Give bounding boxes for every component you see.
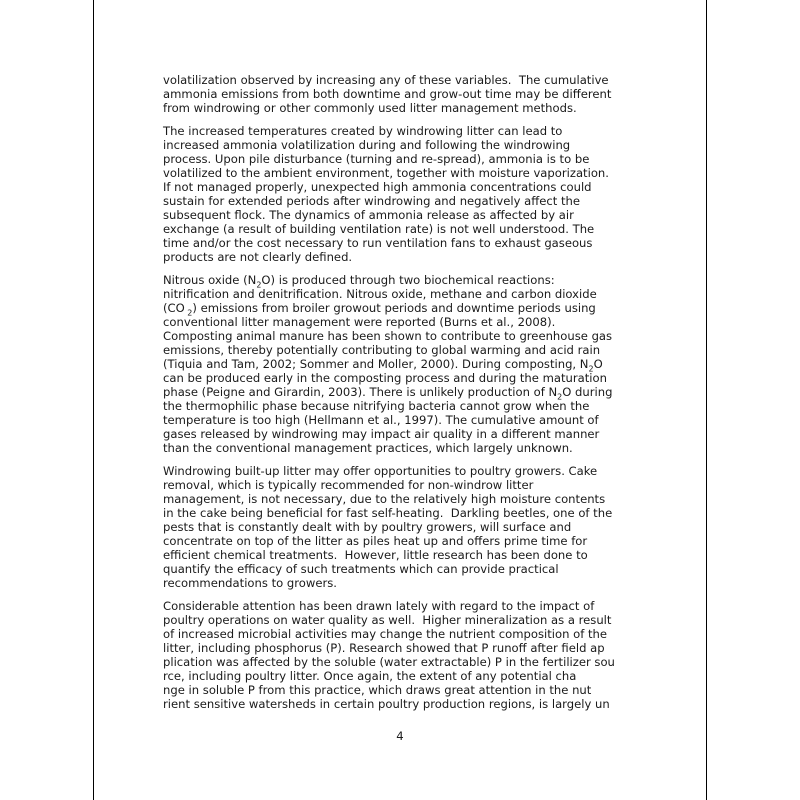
- text-run: products are not clearly defined.: [163, 250, 353, 264]
- text-run: ammonia emissions from both downtime and grow-out time may be different: [163, 87, 612, 101]
- text-line: [163, 287, 643, 301]
- page-number: 4: [396, 729, 404, 743]
- text-line: [163, 427, 643, 441]
- text-run: volatilization observed by increasing any of these variables. The cumulative: [163, 73, 609, 87]
- subscript: 2: [557, 392, 563, 402]
- text-line: [163, 683, 643, 697]
- text-line: [163, 641, 643, 655]
- text-run: volatilized to the ambient environment, together with moisture vaporization.: [163, 166, 609, 180]
- text-run: process. Upon pile disturbance (turning and re-spread), ammonia is to be: [163, 152, 590, 166]
- paragraph: [163, 124, 643, 264]
- text-line: [163, 152, 643, 166]
- text-run: O during: [562, 385, 613, 399]
- text-run: conventional litter management were reported (Burns et al., 2008).: [163, 315, 556, 329]
- text-line: [163, 613, 643, 627]
- text-line: [163, 599, 643, 613]
- text-run: efficient chemical treatments. However, little research has been done to: [163, 548, 588, 562]
- text-line: [163, 250, 643, 264]
- text-run: plication was affected by the soluble (water extractable) P in the fertilizer sou: [163, 655, 615, 669]
- text-run: Considerable attention has been drawn lately with regard to the impact of: [163, 599, 595, 613]
- text-run: can be produced early in the composting process and during the maturation: [163, 371, 607, 385]
- text-run: emissions, thereby potentially contributing to global warming and acid rain: [163, 343, 601, 357]
- text-run: pests that is constantly dealt with by poultry growers, will surface and: [163, 520, 572, 534]
- text-run: Windrowing built-up litter may offer opportunities to poultry growers. Cake: [163, 464, 598, 478]
- text-run: from windrowing or other commonly used litter management methods.: [163, 101, 577, 115]
- text-line: [163, 357, 643, 374]
- document-body: [163, 73, 643, 720]
- text-line: [163, 180, 643, 194]
- paragraph: [163, 599, 643, 711]
- text-line: [163, 194, 643, 208]
- text-run: sustain for extended periods after windrowing and negatively affect the: [163, 194, 581, 208]
- text-run: Composting animal manure has been shown to contribute to greenhouse gas: [163, 329, 613, 343]
- text-line: [163, 655, 643, 669]
- text-line: [163, 464, 643, 478]
- text-line: [163, 73, 643, 87]
- text-run: management, is not necessary, due to the relatively high moisture contents: [163, 492, 606, 506]
- text-line: [163, 534, 643, 548]
- text-run: O: [593, 357, 603, 371]
- text-run: (CO: [163, 301, 185, 315]
- text-run: subsequent flock. The dynamics of ammonia release as affected by air: [163, 208, 574, 222]
- text-line: [163, 166, 643, 180]
- text-run: quantify the efficacy of such treatments which can provide practical: [163, 562, 559, 576]
- text-run: in the cake being beneficial for fast self-heating. Darkling beetles, one of the: [163, 506, 613, 520]
- text-run: recommendations to growers.: [163, 576, 337, 590]
- text-line: [163, 315, 643, 329]
- text-line: [163, 329, 643, 343]
- text-line: [163, 627, 643, 641]
- text-line: [163, 343, 643, 357]
- text-line: [163, 576, 643, 590]
- subscript: 2: [256, 280, 262, 290]
- text-line: [163, 138, 643, 152]
- text-run: exchange (a result of building ventilation rate) is not well understood. The: [163, 222, 595, 236]
- text-run: nge in soluble P from this practice, which draws great attention in the nut: [163, 683, 592, 697]
- text-run: poultry operations on water quality as well. Higher mineralization as a result: [163, 613, 612, 627]
- text-line: [163, 222, 643, 236]
- text-line: [163, 492, 643, 506]
- text-line: [163, 208, 643, 222]
- text-run: temperature is too high (Hellmann et al., 1997). The cumulative amount of: [163, 413, 599, 427]
- text-line: [163, 548, 643, 562]
- text-run: increased ammonia volatilization during and following the windrowing: [163, 138, 571, 152]
- paragraph: [163, 464, 643, 590]
- text-line: [163, 399, 643, 413]
- text-line: [163, 124, 643, 138]
- text-run: time and/or the cost necessary to run ventilation fans to exhaust gaseous: [163, 236, 593, 250]
- text-line: [163, 413, 643, 427]
- text-run: gases released by windrowing may impact air quality in a different manner: [163, 427, 600, 441]
- text-line: [163, 562, 643, 576]
- text-run: O) is produced through two biochemical reactions:: [261, 273, 555, 287]
- text-run: litter, including phosphorus (P). Research showed that P runoff after field ap: [163, 641, 605, 655]
- text-line: [163, 506, 643, 520]
- text-run: The increased temperatures created by windrowing litter can lead to: [163, 124, 563, 138]
- text-run: concentrate on top of the litter as piles heat up and offers prime time for: [163, 534, 588, 548]
- text-run: than the conventional management practices, which largely unknown.: [163, 441, 573, 455]
- text-line: [163, 385, 643, 402]
- text-run: phase (Peigne and Girardin, 2003). There is unlikely production of N: [163, 385, 558, 399]
- text-run: ) emissions from broiler growout periods and downtime periods using: [192, 301, 596, 315]
- text-line: [163, 101, 643, 115]
- text-run: removal, which is typically recommended for non-windrow litter: [163, 478, 534, 492]
- text-run: If not managed properly, unexpected high ammonia concentrations could: [163, 180, 592, 194]
- text-run: rce, including poultry litter. Once again, the extent of any potential cha: [163, 669, 577, 683]
- text-line: [163, 301, 643, 318]
- text-run: Nitrous oxide (N: [163, 273, 257, 287]
- text-run: rient sensitive watersheds in certain poultry production regions, is largely un: [163, 697, 610, 711]
- subscript: 2: [588, 364, 594, 374]
- paragraph: [163, 273, 643, 455]
- text-line: [163, 273, 643, 290]
- paragraph: [163, 73, 643, 115]
- text-line: [163, 478, 643, 492]
- text-run: of increased microbial activities may change the nutrient composition of the: [163, 627, 608, 641]
- text-line: [163, 441, 643, 455]
- text-run: (Tiquia and Tam, 2002; Sommer and Moller, 2000). During composting, N: [163, 357, 589, 371]
- text-line: [163, 669, 643, 683]
- text-line: [163, 371, 643, 385]
- text-run: nitrification and denitrification. Nitrous oxide, methane and carbon dioxide: [163, 287, 597, 301]
- text-line: [163, 87, 643, 101]
- text-line: [163, 236, 643, 250]
- text-line: [163, 697, 643, 711]
- text-line: [163, 520, 643, 534]
- text-run: the thermophilic phase because nitrifying bacteria cannot grow when the: [163, 399, 590, 413]
- subscript: 2: [184, 308, 193, 318]
